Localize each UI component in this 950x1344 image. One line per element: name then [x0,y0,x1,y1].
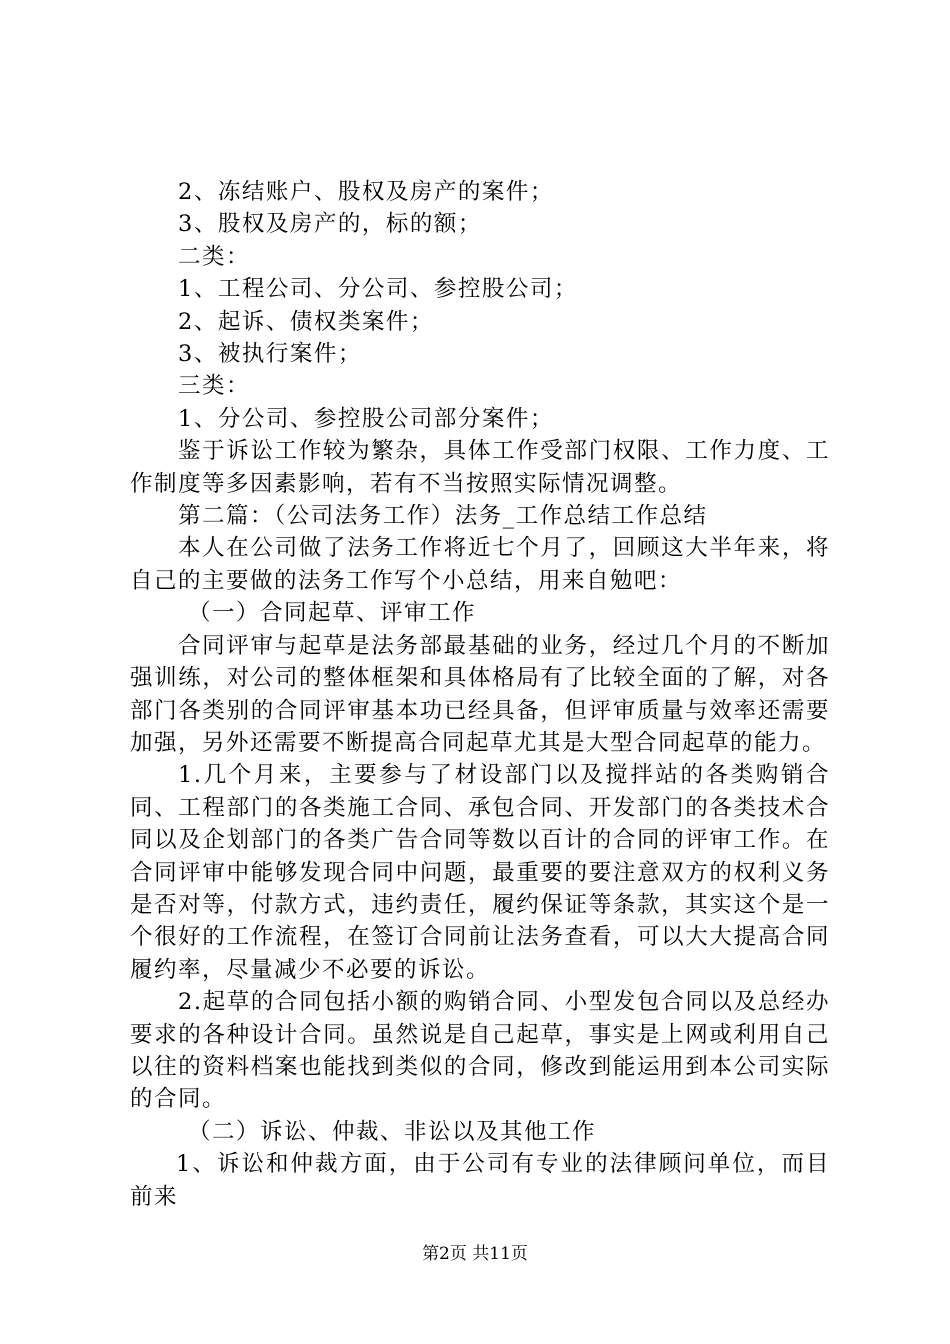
list-item: 3、被执行案件； [178,341,362,368]
body-paragraph: 本人在公司做了法务工作将近七个月了，回顾这大半年来，将自己的主要做的法务工作写个小总结，用来自勉吧： [130,535,830,594]
list-item: 1、工程公司、分公司、参控股公司； [178,276,578,303]
section-title: 第二篇：（公司法务工作）法务_工作总结工作总结 [178,503,708,530]
list-item: 2、冻结账户、股权及房产的案件； [178,179,554,205]
subsection-heading: （一）合同起草、评审工作 [188,600,477,627]
category-heading: 二类： [178,243,251,270]
body-paragraph: 1.几个月来，主要参与了材设部门以及搅拌站的各类购销合同、工程部门的各类施工合同、承包合同、开发部门的各类技术合同以及企划部门的各类广告合同等数以百计的合同的评审工作。在合同评审中能够发现合同中问题，最重要的要注意双方的权利义务是否对等，付款方式，违约责任，履约保证等条款，其实这个是一个很好的工作流程，在签订合同前让法务查看，可以大大提高合同履约率，尽量减少不必要的诉讼。 [130,762,830,983]
body-paragraph: 2.起草的合同包括小额的购销合同、小型发包合同以及总经办要求的各种设计合同。虽然说是自己起草，事实是上网或利用自己以往的资料档案也能找到类似的合同，修改到能运用到本公司实际的合同。 [130,989,830,1113]
body-paragraph: 合同评审与起草是法务部最基础的业务，经过几个月的不断加强训练，对公司的整体框架和具体格局有了比较全面的了解，对各部门各类别的合同评审基本功已经具备，但评审质量与效率还需要加强，另外还需要不断提高合同起草尤其是大型合同起草的能力。 [130,632,830,756]
document-body [130,176,830,1213]
page-number-footer: 第2页 共11页 [422,1244,528,1264]
subsection-heading: （二）诉讼、仲裁、非讼以及其他工作 [188,1118,597,1145]
category-heading: 三类： [178,373,251,400]
list-item: 3、股权及房产的，标的额； [178,211,482,238]
list-item: 2、起诉、债权类案件； [178,308,434,335]
list-item: 1、分公司、参控股公司部分案件； [178,405,554,432]
body-paragraph: 1、诉讼和仲裁方面，由于公司有专业的法律顾问单位，而目前来 [130,1151,830,1210]
body-paragraph: 鉴于诉讼工作较为繁杂，具体工作受部门权限、工作力度、工作制度等多因素影响，若有不当按照实际情况调整。 [130,438,830,497]
